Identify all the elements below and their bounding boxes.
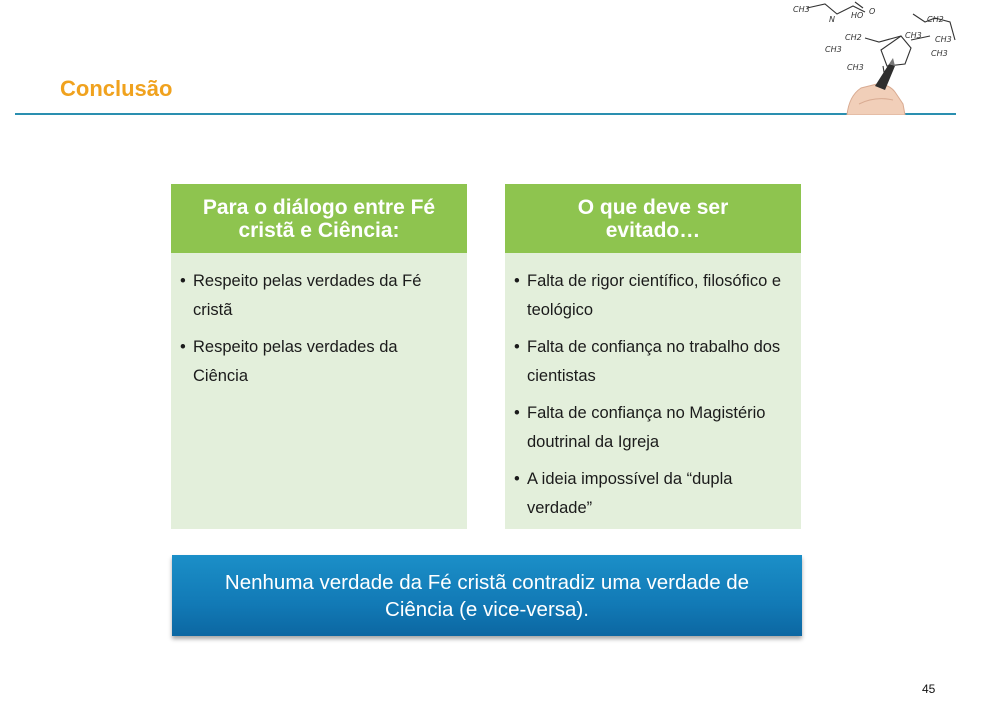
formula-label: CH3 (793, 5, 810, 14)
formula-label: CH2 (927, 15, 944, 24)
avoid-card (505, 184, 801, 529)
list-item: • Respeito pelas verdades da Ciência (180, 333, 451, 391)
card-header-line: O que deve ser (577, 195, 729, 219)
formula-label: CH3 (847, 63, 864, 72)
card-header (171, 184, 467, 253)
dialogue-card (171, 184, 467, 529)
formula-label: O (869, 7, 876, 16)
formula-label: N (829, 15, 835, 24)
list-item: • Falta de confiança no trabalho dos cientistas (514, 333, 785, 391)
list-item: • Falta de rigor científico, filosófico e teológico (514, 267, 785, 325)
card-header (505, 184, 801, 253)
slide-title: Conclusão (60, 76, 173, 101)
conclusion-banner (172, 555, 802, 636)
card-header-line: cristã e Ciência: (238, 218, 400, 242)
formula-label: CH3 (905, 31, 922, 40)
card-header-line: Para o diálogo entre Fé (202, 195, 436, 219)
page-number: 45 (922, 682, 936, 696)
list-item: • Respeito pelas verdades da Fé cristã (180, 267, 451, 325)
formula-label: CH3 (935, 35, 952, 44)
formula-label: CH3 (931, 49, 948, 58)
card-header-line: evitado… (605, 218, 701, 242)
formula-label: CH2 (845, 33, 862, 42)
chemical-formula-hand-drawing-icon (785, 0, 970, 115)
list-item: • Falta de confiança no Magistério doutrinal da Igreja (514, 399, 785, 457)
list-item: • A ideia impossível da “dupla verdade” (514, 465, 785, 523)
formula-label: CH3 (825, 45, 842, 54)
formula-label: HO (851, 11, 864, 20)
conclusion-text: Nenhuma verdade da Fé cristã contradiz uma verdade de Ciência (e vice-versa). (224, 570, 750, 621)
bullet-list (171, 253, 467, 391)
bullet-list (505, 253, 801, 523)
